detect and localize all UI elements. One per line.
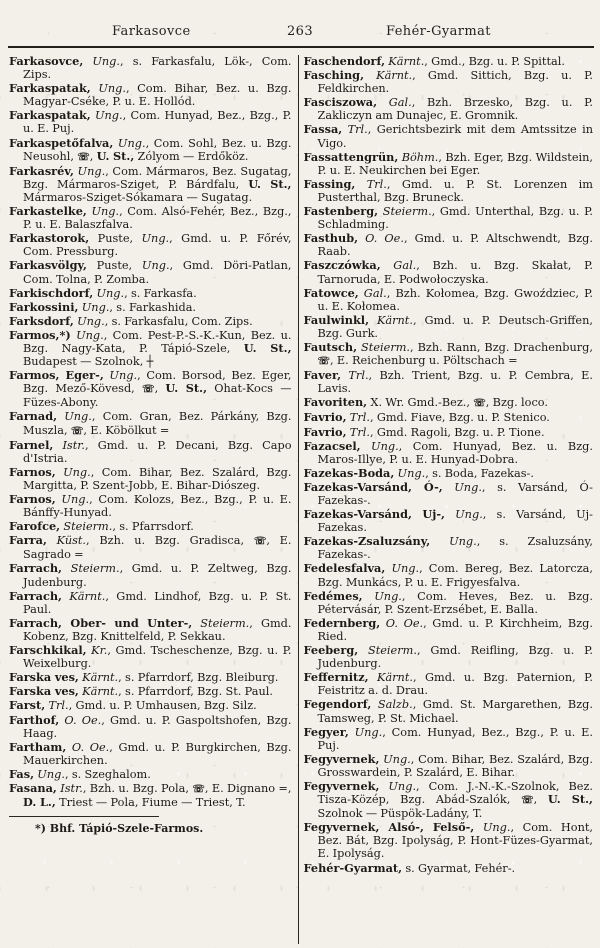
entry-headword: Fazekas-Boda, <box>303 465 395 480</box>
gazetteer-entry <box>304 178 594 204</box>
entry-headword: Farnel, <box>9 437 54 452</box>
gazetteer-entry <box>9 329 292 368</box>
entry-region: Kärnt. <box>385 55 425 68</box>
entry-text: , Gmd. u. P. Umhausen, Bzg. Silz. <box>68 699 257 713</box>
entry-headword: Farschkikal, <box>9 643 87 658</box>
gazetteer-entry <box>304 426 594 439</box>
gazetteer-entry <box>9 165 292 204</box>
entry-region: Ung. <box>34 767 65 781</box>
entry-region: Ung. <box>83 55 121 68</box>
entry-text: , Com. Bihar, Bez. Szalárd, Bzg. Margitta, P. Szent-Jobb, E. Bihar-Diószeg. <box>23 465 292 492</box>
entry-headword: Farrach, <box>9 588 62 603</box>
gazetteer-entry <box>9 493 292 519</box>
entry-region: Ung. <box>73 164 106 178</box>
entry-region: Salzb. <box>371 698 413 712</box>
right-column <box>304 55 594 944</box>
entry-headword: Feeberg, <box>303 643 359 658</box>
entry-region: Kr. <box>86 644 108 658</box>
gazetteer-entry <box>304 55 594 68</box>
entry-headword: U. St., <box>547 792 593 807</box>
entry-headword: Fegyvernek, <box>303 751 380 766</box>
entry-region: O. Oe. <box>66 740 110 754</box>
entry-region: Ung. <box>113 136 146 150</box>
entry-text: , Gmd. Fiave, Bzg. u. P. Stenico. <box>369 411 550 425</box>
entry-headword: Favrio, <box>303 424 347 439</box>
gazetteer-entry <box>304 440 594 466</box>
entry-headword: Farkaspetőfalva, <box>9 135 114 150</box>
entry-region: Istr. <box>53 438 85 452</box>
entry-text: , E. Sagrado = <box>23 534 292 562</box>
gazetteer-entry <box>304 481 594 507</box>
entry-headword: Fasana, <box>9 780 57 795</box>
gazetteer-entry <box>9 369 292 409</box>
entry-text: , Com. Pest-P.-S.-K.-Kun, Bez. u. Bzg. Nagy-Kata, P. Tápió-Szele, <box>23 328 292 355</box>
entry-text: , Gmd. Reifling, Bzg. u. P. Judenburg. <box>317 644 593 671</box>
entry-region: Steierm. <box>358 644 417 658</box>
gazetteer-entry <box>304 726 594 752</box>
gazetteer-entry <box>304 123 594 149</box>
entry-text: , <box>533 793 548 807</box>
entry-region: Ung. <box>86 205 120 219</box>
entry-text: , s. Zsaluzsány, Fazekas-. <box>317 535 593 562</box>
gazetteer-entry <box>9 439 292 465</box>
entry-region: Trl. <box>346 411 370 425</box>
entry-headword: Fegyvernek, Alsó-, Felső-, <box>303 820 475 835</box>
entry-headword: Favoriten, <box>303 395 368 410</box>
entry-text: , Com. Hont, Bez. Bát, Bzg. Ipolyság, P. Hont-Füzes-Gyarmat, E. Ipolyság. <box>317 821 593 861</box>
entry-region: Ung. <box>348 725 383 739</box>
entry-headword: U. St., <box>96 148 135 163</box>
footnote-rule <box>9 816 159 817</box>
entry-headword: Farofce, <box>9 519 61 534</box>
gazetteer-entry <box>9 685 292 698</box>
gazetteer-entry <box>9 137 292 164</box>
gazetteer-entry <box>9 109 292 135</box>
footnote: *) Bhf. Tápió-Szele-Farmos. <box>35 822 204 836</box>
gazetteer-entry <box>304 753 594 779</box>
entry-text: , Com. Bihar, Bez. Szalárd, Bzg. Grosswardein, P. Szalárd, E. Bihar. <box>317 752 593 779</box>
entry-region: Ung. <box>430 535 477 549</box>
gazetteer-entry <box>9 644 292 670</box>
gazetteer-entry <box>9 287 292 300</box>
telegraph-icon: ☏ <box>521 795 534 807</box>
gazetteer-entry <box>304 698 594 724</box>
entry-headword: Fazekas-Varsánd, Ó-, <box>303 479 443 494</box>
entry-region: Ung. <box>90 109 123 123</box>
entry-headword: Farska ves, <box>9 684 79 699</box>
entry-text: , Bzh. u. Bzg. Pola, <box>82 781 193 795</box>
entry-headword: Farkaspatak, <box>9 81 91 96</box>
page-header <box>0 0 600 44</box>
gazetteer-entry <box>9 301 292 314</box>
entry-text: , Gmd. Unterthal, Bzg. u. P. Schladming. <box>317 205 593 232</box>
entry-headword: Farst, <box>9 698 46 713</box>
entry-headword: U. St., <box>165 381 208 396</box>
entry-text: , Gmd., Bzg. u. P. Spittal. <box>424 55 565 68</box>
entry-text: , Gmd. Lindhof, Bzg. u. P. St. Paul. <box>23 589 292 616</box>
entry-region: Gal. <box>380 259 417 273</box>
gazetteer-entry <box>304 508 594 534</box>
entry-headword: Farkastorok, <box>9 231 90 246</box>
entry-region: Küst. <box>46 534 87 548</box>
gazetteer-entry <box>304 151 594 177</box>
entry-text: , Com. Borsod, Bez. Eger, Bzg. Mező-Kövesd, <box>23 369 292 396</box>
entry-text: , E. Reichenburg u. Pöltschach = <box>330 354 518 368</box>
entry-headword: Faulwinkl, <box>303 312 370 327</box>
entry-headword: Fasciszowa, <box>303 95 378 110</box>
gazetteer-entry <box>9 768 292 781</box>
entry-text: , Com. Hunyad, Bez., Bzg., P. u. E. Puj. <box>23 109 292 136</box>
telegraph-icon: ☏ <box>77 151 90 163</box>
entry-headword: Fastenberg, <box>303 204 379 219</box>
gazetteer-entry <box>9 590 292 616</box>
entry-text: , Com. Alsó-Fehér, Bez., Bzg., P. u. E. Balaszfalva. <box>23 205 292 232</box>
entry-region: Istr. <box>56 781 83 795</box>
entry-text: Ohat-Kocs — Füzes-Abony. <box>23 382 292 410</box>
entry-text: , s. Farkasfa. <box>124 286 197 300</box>
entry-headword: Farkasrév, <box>9 163 74 178</box>
gazetteer-entry <box>304 287 594 313</box>
entry-headword: Fedémes, <box>303 588 363 603</box>
entry-text: , E. Dignano =, <box>204 781 292 795</box>
entry-text: , Gmd. u. P. St. Lorenzen im Pusterthal, Bzg. Bruneck. <box>317 177 594 204</box>
entry-text: X. Wr. Gmd.-Bez., <box>367 396 474 410</box>
entry-text: , s. Boda, Fazekas-. <box>425 466 534 480</box>
gazetteer-entry <box>304 821 594 860</box>
entry-region: Trl. <box>355 177 387 191</box>
gazetteer-entry <box>304 314 594 340</box>
gazetteer-entry <box>9 562 292 588</box>
header-rule <box>8 46 594 48</box>
entry-region: Ung. <box>445 508 483 522</box>
gazetteer-entry <box>304 96 594 122</box>
entry-region: Ung. <box>90 82 126 96</box>
entry-headword: U. St., <box>243 340 292 355</box>
entry-text: , Bzg. loco. <box>485 396 548 410</box>
entry-headword: D. L., <box>23 795 56 810</box>
entry-region: Ung. <box>474 821 511 835</box>
gazetteer-entry <box>9 205 292 231</box>
entry-headword: Faschendorf, <box>303 54 386 68</box>
entry-headword: Fassattengrün, <box>303 149 399 164</box>
telegraph-icon: ☏ <box>142 384 155 396</box>
entry-headword: Farkastelke, <box>9 204 87 219</box>
entry-headword: Farnos, <box>9 492 56 506</box>
telegraph-icon: ☏ <box>317 356 331 368</box>
entry-text: , s. Farkashida. <box>109 300 197 314</box>
entry-region: Steierm. <box>60 520 113 534</box>
entry-headword: Fatowce, <box>303 285 359 300</box>
entry-headword: Fedelesfalva, <box>303 561 386 576</box>
entry-text: , Bzh. u. Bzg. Skałat, P. Tarnoruda, E. Podwołoczyska. <box>317 259 594 286</box>
gazetteer-entry <box>304 396 594 410</box>
entry-headword: Fehér-Gyarmat, <box>303 860 403 875</box>
entry-region: Gal. <box>377 96 412 110</box>
entry-region: Kärnt. <box>61 589 106 603</box>
entry-region: O. Oe. <box>380 616 424 630</box>
entry-headword: Farkasvölgy, <box>9 258 87 273</box>
gazetteer-entry <box>304 259 594 285</box>
entry-text: , Bzh. Trient, Bzg. u. P. Cembra, E. Lavis. <box>317 369 593 396</box>
entry-text: , s. Pfarrdorf, Bzg. Bleiburg. <box>118 671 279 685</box>
gazetteer-entry <box>304 411 594 424</box>
gazetteer-entry <box>9 466 292 492</box>
gazetteer-entry <box>9 232 292 258</box>
gazetteer-entry <box>9 699 292 712</box>
entry-region: Trl. <box>341 369 369 383</box>
entry-text: , s. Varsánd, Ó-Fazekas-. <box>317 480 593 507</box>
header-right-keyword: Fehér-Gyarmat <box>386 24 491 39</box>
entry-headword: Fazekas-Zsaluzsány, <box>303 534 431 549</box>
entry-text: , Bzh. Kołomea, Bzg. Gwoździec, P. u. E. Kołomea. <box>317 286 593 313</box>
entry-text: , s. Farkasfalu, Lök-, Com. Zips. <box>23 55 292 82</box>
entry-text: , Com. J.-N.-K.-Szolnok, Bez. Tisza-Közép, Bzg. Abád-Szalók, <box>317 779 593 807</box>
entry-headword: Farra, <box>9 533 47 548</box>
entry-headword: Feffernitz, <box>303 670 369 685</box>
gazetteer-entry <box>304 862 594 875</box>
entry-region: Gal. <box>358 286 387 300</box>
telegraph-icon: ☏ <box>192 783 205 795</box>
entry-headword: Farkaspatak, <box>9 108 91 123</box>
entry-headword: Fegyer, <box>303 724 349 739</box>
entry-headword: Farmos,*) <box>9 327 71 342</box>
entry-text: , E. Köbölkut = <box>83 423 170 437</box>
entry-region: Ung. <box>103 369 138 383</box>
entry-text: , Bzh. Eger, Bzg. Wildstein, P. u. E. Neukirchen bei Eger. <box>317 150 593 177</box>
entry-region: Ung. <box>55 493 90 506</box>
entry-text: Szolnok — Püspök-Ladány, T. <box>317 807 483 821</box>
entry-region: Steierm. <box>378 205 432 219</box>
entry-text: , Gmd. u. P. Altschwendt, Bzg. Raab. <box>317 232 593 259</box>
gazetteer-entry <box>9 55 292 81</box>
entry-text: , Com. Gran, Bez. Párkány, Bzg. Muszla, <box>23 410 292 437</box>
entry-headword: Fautsch, <box>303 339 358 354</box>
gazetteer-entry <box>9 520 292 533</box>
gazetteer-entry <box>9 741 292 767</box>
gazetteer-entry <box>9 782 292 809</box>
entry-text: s. Gyarmat, Fehér-. <box>402 861 516 875</box>
telegraph-icon: ☏ <box>253 536 267 548</box>
two-column-text <box>9 55 593 944</box>
entry-text: , Gmd. Döri-Patlan, Com. Tolna, P. Zomba. <box>23 259 292 286</box>
gazetteer-entry <box>304 205 594 231</box>
entry-headword: Fasthub, <box>303 231 359 246</box>
entry-headword: Farkossini, <box>9 299 79 314</box>
entry-text: , Gmd. Tscheschenze, Bzg. u. P. Weixelburg. <box>23 644 292 671</box>
entry-text: , s. Varsánd, Uj-Fazekas. <box>317 508 593 535</box>
entry-text: , Gmd. Kobenz, Bzg. Knittelfeld, P. Sekkau. <box>23 616 292 643</box>
entry-region: Ung. <box>141 259 170 273</box>
entry-region: Ung. <box>385 562 420 576</box>
entry-text: , Gmd. u. Bzg. Paternion, P. Feistritz a. d. Drau. <box>317 671 593 698</box>
entry-region: Trl. <box>45 699 69 713</box>
gazetteer-entry <box>9 82 292 108</box>
gazetteer-entry <box>9 617 292 643</box>
entry-headword: Farska ves, <box>9 670 79 685</box>
entry-text: , Com. Bereg, Bez. Latorcza, Bzg. Munkács, P. u. E. Frigyesfalva. <box>317 562 593 589</box>
entry-text: , Gmd. u. P. Burgkirchen, Bzg. Mauerkirchen. <box>23 740 292 767</box>
entry-headword: Farthof, <box>9 712 60 727</box>
entry-headword: Favrio, <box>303 410 347 425</box>
gazetteer-entry <box>304 590 594 616</box>
entry-headword: Farkischdorf, <box>9 285 94 300</box>
gazetteer-entry <box>304 341 594 368</box>
entry-text: Mármaros-Sziget-Sókamara — Sugatag. <box>23 190 253 204</box>
entry-region: Steierm. <box>61 562 120 576</box>
entry-text: , Gmd. u. P. Zeltweg, Bzg. Judenburg. <box>23 562 292 589</box>
entry-headword: Fasching, <box>303 68 365 83</box>
entry-headword: Faver, <box>303 368 342 383</box>
entry-region: Ung. <box>93 286 125 300</box>
entry-region: Ung. <box>57 410 92 424</box>
entry-region: Kärnt. <box>369 313 413 327</box>
gazetteer-entry <box>9 671 292 684</box>
entry-region: Ung. <box>442 480 482 494</box>
entry-text: Puste, <box>89 232 142 246</box>
entry-region: Kärnt. <box>78 685 119 699</box>
entry-text: , Gmd. u. P. Decani, Bzg. Capo d'Istria. <box>23 438 292 465</box>
entry-headword: Farnos, <box>9 464 56 479</box>
entry-region: Kärnt. <box>368 671 413 685</box>
entry-headword: Farksdorf, <box>9 313 74 328</box>
gazetteer-entry <box>304 69 594 95</box>
gazetteer-entry <box>9 259 292 285</box>
entry-headword: Fegyvernek, <box>303 778 380 793</box>
header-left-keyword: Farkasovce <box>112 24 191 39</box>
entry-text: , Gmd. u. P. Kirchheim, Bzg. Ried. <box>317 616 593 643</box>
entry-text: , Com. Sohl, Bez. u. Bzg. Neusohl, <box>23 136 292 163</box>
left-column <box>9 55 292 944</box>
gazetteer-entry <box>9 534 292 561</box>
entry-text: , Bzh. Brzesko, Bzg. u. P. Zakliczyn am Dunajec, E. Gromnik. <box>317 96 593 123</box>
entry-text: , Bzh. u. Bzg. Gradisca, <box>86 534 254 548</box>
gazetteer-entry <box>304 369 594 395</box>
entry-text: , <box>89 149 97 163</box>
entry-text: , Gmd. u. P. Deutsch-Griffen, Bzg. Gurk. <box>317 313 593 340</box>
entry-text: , Com. Mármaros, Bez. Sugatag, Bzg. Mármaros-Sziget, P. Bárdfalu, <box>23 164 292 191</box>
gazetteer-entry <box>9 714 292 740</box>
entry-region: O. Oe. <box>59 713 102 727</box>
entry-region: Steierm. <box>357 340 411 354</box>
entry-text: , Gerichtsbezirk mit dem Amtssitze in Vigo. <box>317 123 593 150</box>
entry-region: Ung. <box>379 752 411 766</box>
entry-region: Ung. <box>55 465 91 479</box>
entry-headword: U. St., <box>248 176 292 191</box>
entry-region: Kärnt. <box>78 671 119 685</box>
entry-text: Triest — Pola, Fiume — Triest, T. <box>55 796 246 810</box>
entry-text: Puste, <box>86 259 142 273</box>
entry-region: Ung. <box>360 439 399 453</box>
entry-text: , Bzh. Rann, Bzg. Drachenburg, <box>410 340 593 354</box>
entry-headword: Fas, <box>9 766 35 781</box>
telegraph-icon: ☏ <box>473 398 486 410</box>
gazetteer-entry <box>304 232 594 258</box>
entry-text: , Com. Hunyad, Bez., Bzg., P. u. E. Puj. <box>317 725 593 752</box>
entry-headword: Farmos, Eger-, <box>9 368 104 383</box>
entry-text: , Com. Kolozs, Bez., Bzg., P. u. E. Bánffy-Hunyad. <box>23 493 292 520</box>
gazetteer-entry <box>9 410 292 437</box>
page-number: 263 <box>286 24 314 39</box>
entry-headword: Farrach, Ober- und Unter-, <box>9 615 193 630</box>
entry-text: , Gmd. St. Margarethen, Bzg. Tamsweg, P. St. Michael. <box>317 698 594 725</box>
entry-headword: Fazacsel, <box>303 438 361 453</box>
gazetteer-entry <box>304 617 594 643</box>
entry-text: , Com. Bihar, Bez. u. Bzg. Magyar-Cséke, P. u. E. Hollód. <box>23 82 292 109</box>
entry-text: , Com. Heves, Bez. u. Bzg. Pétervásár, P. Szent-Erzsébet, E. Balla. <box>317 589 593 616</box>
entry-region: Ung. <box>141 232 170 246</box>
gazetteer-entry <box>304 780 594 820</box>
entry-region: Ung. <box>73 314 105 328</box>
entry-headword: Farnad, <box>9 409 58 424</box>
telegraph-icon: ☏ <box>70 425 84 437</box>
entry-headword: Fassing, <box>303 176 356 191</box>
entry-text: , Com. Hunyad, Bez. u. Bzg. Maros-Illye, P. u. E. Hunyad-Dobra. <box>317 439 593 466</box>
entry-text: Budapest — Szolnok, <box>23 355 147 369</box>
entry-headword: Fazekas-Varsánd, Uj-, <box>303 507 445 522</box>
entry-headword: Fartham, <box>9 739 67 754</box>
entry-text: , <box>154 382 166 396</box>
entry-text: , s. Pfarrsdorf. <box>112 520 194 534</box>
entry-text: , Gmd. u. P. Főrév, Com. Pressburg. <box>23 232 292 259</box>
gazetteer-entry <box>9 315 292 328</box>
gazetteer-entry <box>304 562 594 588</box>
entry-text: , s. Farkasfalu, Com. Zips. <box>104 314 253 328</box>
gazetteer-entry <box>304 671 594 697</box>
entry-text: , Gmd. Sittich, Bzg. u. P. Feldkirchen. <box>317 69 593 96</box>
entry-headword: Fegendorf, <box>303 697 372 712</box>
entry-region: Ung. <box>394 466 426 480</box>
entry-region: Ung. <box>362 589 402 603</box>
entry-region: Trl. <box>346 425 370 439</box>
gazetteer-entry <box>304 467 594 480</box>
column-divider-rule <box>298 55 299 944</box>
entry-region: Ung. <box>70 328 104 342</box>
entry-region: Böhm. <box>398 150 439 164</box>
railway-cross-icon: ┼ <box>146 355 154 369</box>
gazetteer-entry <box>304 535 594 561</box>
entry-headword: Fassa, <box>303 122 343 137</box>
entry-region: O. Oe. <box>358 232 404 246</box>
entry-text: , s. Szeghalom. <box>64 767 151 781</box>
entry-headword: Faszczówka, <box>303 258 381 273</box>
gazetteer-entry <box>304 644 594 670</box>
entry-text: , Gmd. u. P. Gaspoltshofen, Bzg. Haag. <box>23 713 292 740</box>
entry-headword: Farrach, <box>9 561 62 576</box>
entry-region: Kärnt. <box>364 69 413 83</box>
entry-headword: Farkasovce, <box>9 54 84 68</box>
entry-region: Steierm. <box>192 616 250 630</box>
entry-region: Ung. <box>379 779 417 793</box>
entry-region: Ung. <box>78 300 110 314</box>
entry-text: , Gmd. Ragoli, Bzg. u. P. Tione. <box>369 425 545 439</box>
entry-region: Trl. <box>342 123 368 137</box>
entry-headword: Federnberg, <box>303 615 381 630</box>
entry-text: Zólyom — Erdőköz. <box>134 149 249 163</box>
entry-text: , s. Pfarrdorf, Bzg. St. Paul. <box>118 685 273 699</box>
